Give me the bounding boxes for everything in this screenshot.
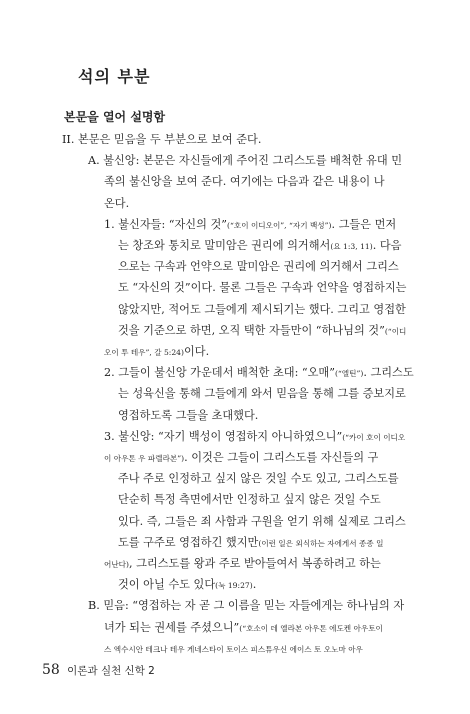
text-line (104, 175, 385, 189)
page-footer (42, 662, 155, 678)
line-text: 것을 기준으로 하면, 오직 택한 자들만이 “하나님의 것” (118, 323, 385, 337)
line-text: 녀가 되는 권세를 주셨으니” (104, 620, 240, 634)
line-text: 있다. 즉, 그들은 죄 사함과 구원을 얻기 위해 실제로 그리스 (118, 514, 406, 528)
text-line (104, 197, 129, 211)
line-text: , 그리스도를 왕과 주로 받아들여서 복종하려고 하는 (128, 557, 381, 570)
inline-note: (눅 19:27) (215, 581, 253, 591)
line-text: 족의 불신앙을 보여 준다. 여기에는 다음과 같은 내용이 나 (104, 175, 385, 189)
text-line (118, 409, 258, 423)
text-line (118, 536, 383, 551)
line-text: 영접하도록 그들을 초대했다. (118, 408, 259, 422)
inline-note: (“호이 이디오이”, “자기 백성”) (227, 220, 332, 230)
line-text: 도를 구주로 영접하긴 했지만 (118, 535, 259, 549)
inline-note: (“카이 호이 이디오 (342, 432, 406, 442)
inline-note: 이 아우톤 우 파렐라본”) (104, 454, 185, 463)
inline-note: (“엘틴”) (334, 369, 364, 379)
line-text: 1. 불신자들: “자신의 것” (104, 217, 228, 231)
line-text: B. 믿음: “영접하는 자 곧 그 이름을 믿는 자들에게는 하나님의 자 (88, 599, 405, 613)
section-title: 석의 부분 (78, 67, 151, 86)
line-text: . 그리스도 (363, 366, 414, 380)
line-text: 주나 주로 인정하고 싶지 않은 것일 수도 있고, 그리스도를 (118, 472, 399, 486)
text-line (118, 493, 381, 507)
inline-note: (이런 일은 외식하는 자에게서 종종 일 (258, 538, 384, 548)
inline-note: (요 1:3, 11) (330, 242, 373, 251)
inline-note: 오이 투 테우”, 갈 5:24) (104, 348, 184, 357)
text-line (118, 260, 399, 274)
line-text: II. 본문은 믿음을 두 부분으로 보여 준다. (62, 133, 262, 146)
line-text: 도 “자신의 것”이다. 물론 그들은 구속과 언약을 영접하지는 (118, 281, 407, 295)
text-line (118, 303, 406, 317)
line-text: . (252, 578, 257, 592)
line-text: 않았지만, 적어도 그들에게 제시되기는 했다. 그리고 영접한 (118, 302, 406, 316)
text-line (62, 133, 261, 147)
text-line (118, 324, 406, 339)
line-text: 으로는 구속과 언약으로 말미암은 권리에 의거해서 그리스 (118, 260, 399, 274)
line-text: A. 불신앙: 본문은 자신들에게 주어진 그리스도를 배척한 유대 민 (88, 154, 403, 168)
line-text: . 이것은 그들이 그리스도를 자신들의 구 (184, 451, 379, 464)
text-line (88, 599, 404, 613)
line-text: 것이 아닐 수도 있다 (118, 578, 216, 592)
line-text: 2. 그들이 불신앙 가운데서 배척한 초대: “오매” (104, 366, 335, 380)
text-line (88, 154, 402, 168)
text-line (104, 218, 396, 233)
line-text: . 그들은 먼저 (331, 217, 397, 231)
text-line (104, 366, 414, 381)
page-number: 58 (42, 662, 60, 678)
line-text: 는 성육신을 통해 그들에게 와서 믿음을 통해 그를 증보지로 (118, 387, 406, 401)
inline-note: (“호소이 데 엘라본 아우톤 에도켄 아우토이 (239, 623, 383, 633)
line-text: 이다. (183, 345, 210, 358)
line-text: 온다. (104, 196, 130, 210)
line-text: . 다음 (372, 239, 402, 252)
text-line (104, 642, 363, 657)
text-line (104, 430, 405, 445)
line-text: 3. 불신앙: “자기 백성이 영접하지 아니하였으니” (104, 429, 343, 443)
text-line (118, 472, 399, 486)
text-line (104, 621, 383, 636)
book-title: 이론과 실천 신학 2 (67, 665, 155, 677)
inline-note: 어난다) (104, 560, 129, 569)
inline-note: 스 엑수시안 테크나 테우 게네스타이 토이스 피스튜우신 에이스 토 오노마 아우 (104, 644, 363, 654)
line-text: 는 창조와 통치로 말미암은 권리에 의거해서 (118, 239, 331, 252)
subheading: 본문을 열어 설명함 (64, 110, 166, 124)
inline-note: (“이디 (384, 326, 407, 336)
text-line (118, 578, 256, 593)
text-line (104, 557, 381, 572)
text-line (118, 387, 406, 401)
text-line (118, 281, 406, 295)
text-line (104, 345, 209, 360)
text-line (118, 515, 406, 529)
text-line (118, 239, 401, 254)
text-line (104, 451, 378, 466)
line-text: 단순히 특정 측면에서만 인정하고 싶지 않은 것일 수도 (118, 493, 381, 507)
